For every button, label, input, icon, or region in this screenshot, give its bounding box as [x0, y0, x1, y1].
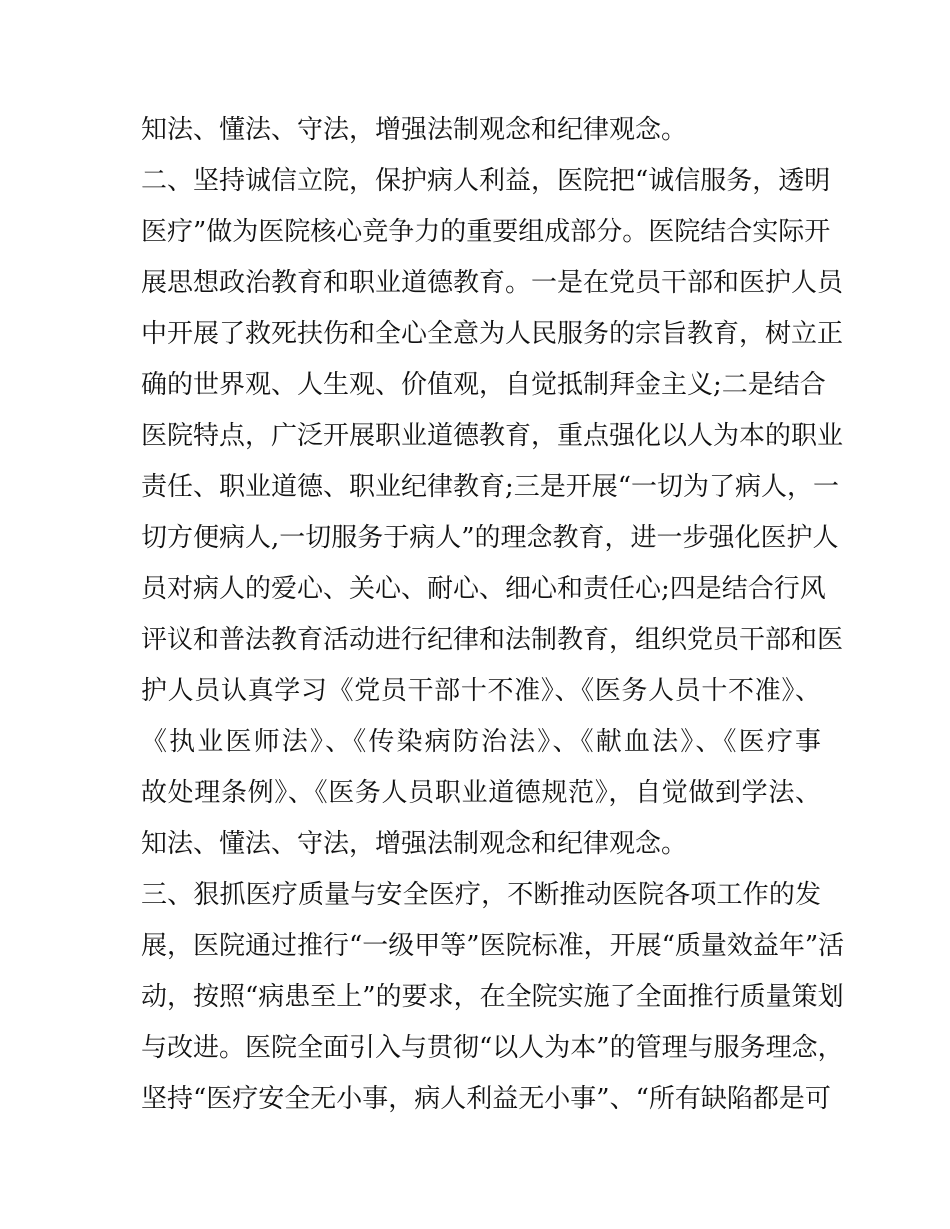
text-line: 责任、职业道德、职业纪律教育;三是开展“一切为了病人，一 — [141, 472, 840, 502]
text-line: 医院特点，广泛开展职业道德教育，重点强化以人为本的职业 — [141, 421, 844, 451]
text-line: 动，按照“病患至上”的要求，在全院实施了全面推行质量策划 — [141, 982, 844, 1012]
text-line: 中开展了救死扶伤和全心全意为人民服务的宗旨教育，树立正 — [141, 319, 844, 349]
text-line: 三、狠抓医疗质量与安全医疗，不断推动医院各项工作的发 — [141, 880, 821, 910]
document-body — [141, 105, 845, 1125]
text-line: 故处理条例》、《医务人员职业道德规范》，自觉做到学法、 — [141, 778, 821, 808]
text-line: 医疗”做为医院核心竞争力的重要组成部分。医院结合实际开 — [141, 217, 831, 247]
text-line: 知法、懂法、守法，增强法制观念和纪律观念。 — [141, 829, 688, 859]
text-line: 知法、懂法、守法，增强法制观念和纪律观念。 — [141, 115, 688, 145]
text-line: 展思想政治教育和职业道德教育。一是在党员干部和医护人员 — [141, 268, 844, 298]
text-line: 确的世界观、人生观、价值观，自觉抵制拜金主义;二是结合 — [141, 370, 826, 400]
text-line: 护人员认真学习《党员干部十不准》、《医务人员十不准》、 — [141, 676, 821, 706]
text-line: 切方便病人,一切服务于病人”的理念教育，进一步强化医护人 — [141, 523, 839, 553]
text-line: 坚持“医疗安全无小事，病人利益无小事”、“所有缺陷都是可 — [141, 1084, 831, 1114]
text-line: 二、坚持诚信立院，保护病人利益，医院把“诚信服务，透明 — [141, 166, 831, 196]
text-line: 《执业医师法》、《传染病防治法》、《献血法》、《医疗事 — [141, 727, 821, 757]
text-line: 员对病人的爱心、关心、耐心、细心和责任心;四是结合行风 — [141, 574, 826, 604]
text-line: 评议和普法教育活动进行纪律和法制教育，组织党员干部和医 — [141, 625, 844, 655]
text-line: 与改进。医院全面引入与贯彻“以人为本”的管理与服务理念， — [141, 1033, 844, 1063]
text-line: 展，医院通过推行“一级甲等”医院标准，开展“质量效益年”活 — [141, 931, 845, 961]
